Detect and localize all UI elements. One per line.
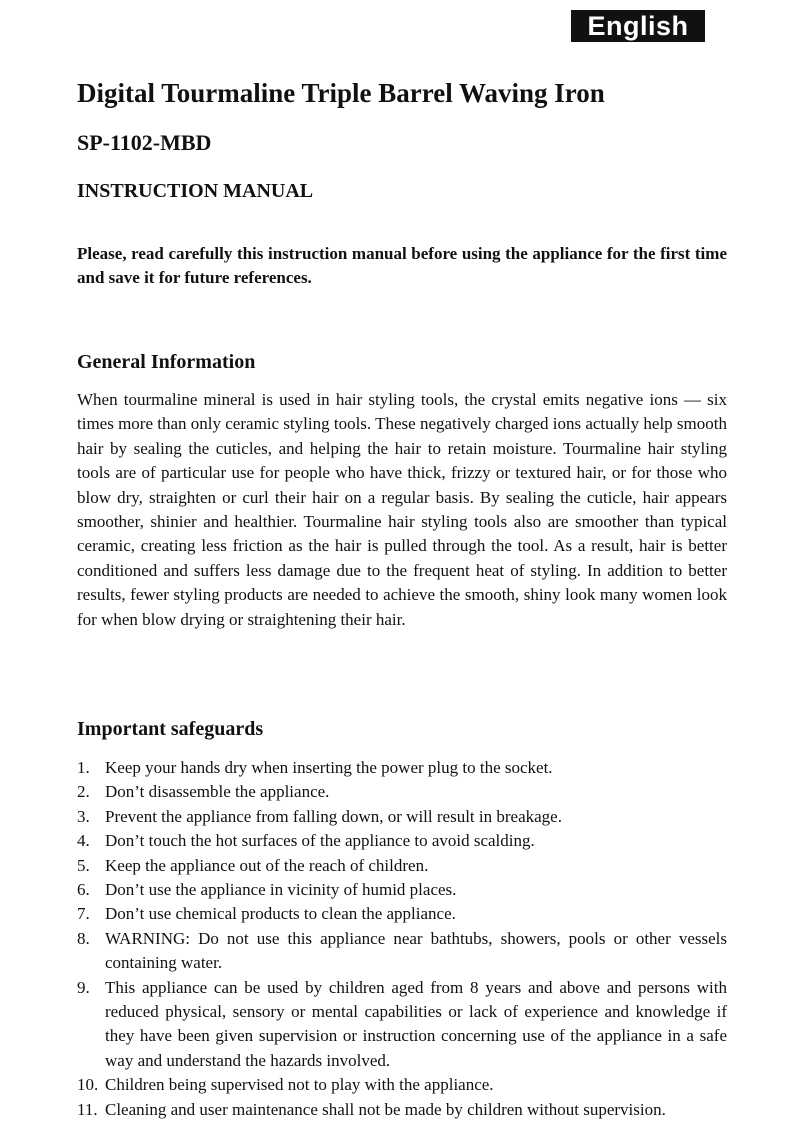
item-text: Don’t use the appliance in vicinity of humid places. [105, 880, 457, 900]
item-text: Keep the appliance out of the reach of children. [105, 855, 429, 875]
item-number: 3. [77, 806, 90, 826]
item-text: Don’t touch the hot surfaces of the appliance to avoid scalding. [105, 831, 535, 851]
item-number: 2. [77, 782, 90, 802]
read-notice: Please, read carefully this instruction manual before using the appliance for the first time and save it for future references. [77, 244, 727, 287]
item-number: 8. [77, 928, 90, 948]
item-text: Children being supervised not to play with the appliance. [105, 1075, 494, 1095]
list-item [77, 756, 727, 780]
item-number: 4. [77, 831, 90, 851]
general-information-heading: General Information [77, 351, 256, 373]
item-text: This appliance can be used by children aged from 8 years and above and persons with reduced physical, sensory or mental capabilities or lack of experience and knowledge if they have been given supervision or instruction concerning use of the appliance in a safe way and understand the hazards involved. [105, 977, 727, 1070]
safeguards-list [77, 756, 727, 1122]
item-text: Cleaning and user maintenance shall not be made by children without supervision. [105, 1099, 666, 1119]
item-number: 11. [77, 1099, 98, 1119]
list-item [77, 927, 727, 976]
model-number: SP-1102-MBD [77, 130, 212, 155]
item-text: Don’t disassemble the appliance. [105, 782, 330, 802]
item-text: WARNING: Do not use this appliance near bathtubs, showers, pools or other vessels containing water. [105, 928, 727, 973]
list-item [77, 976, 727, 1074]
item-text: Prevent the appliance from falling down, or will result in breakage. [105, 806, 562, 826]
safeguards-heading: Important safeguards [77, 718, 264, 740]
item-text: Don’t use chemical products to clean the appliance. [105, 904, 456, 924]
list-item [77, 829, 727, 853]
list-item [77, 902, 727, 926]
document-title: Digital Tourmaline Triple Barrel Waving Iron [77, 78, 605, 108]
item-number: 7. [77, 904, 90, 924]
manual-heading: INSTRUCTION MANUAL [77, 180, 314, 202]
language-badge: English [571, 10, 705, 42]
general-information-text: When tourmaline mineral is used in hair styling tools, the crystal emits negative ions — six times more than only ceramic styling tools. These negatively charged ions actually help smooth hair by sealing the cuticles, and helping the hair to retain moisture. Tourmaline hair styling tools are of particular use for people who have thick, frizzy or textured hair, or for those who blow dry, straighten or curl their hair on a regular basis. By sealing the cuticle, hair appears smoother, shinier and healthier. Tourmaline hair styling tools also are smoother than typical ceramic, creating less friction as the hair is pulled through the tool. As a result, hair is better conditioned and suffers less damage due to the frequent heat of styling. In addition to better results, fewer styling products are needed to achieve the smooth, shiny look many women look for when blow drying or straightening their hair. [77, 390, 727, 629]
list-item [77, 805, 727, 829]
list-item [77, 854, 727, 878]
item-number: 9. [77, 977, 90, 997]
list-item [77, 1098, 727, 1122]
list-item [77, 1073, 727, 1097]
item-number: 6. [77, 880, 90, 900]
item-text: Keep your hands dry when inserting the power plug to the socket. [105, 758, 553, 777]
item-number: 10. [77, 1075, 99, 1095]
item-number: 1. [77, 758, 90, 777]
list-item [77, 780, 727, 804]
list-item [77, 878, 727, 902]
item-number: 5. [77, 855, 90, 875]
